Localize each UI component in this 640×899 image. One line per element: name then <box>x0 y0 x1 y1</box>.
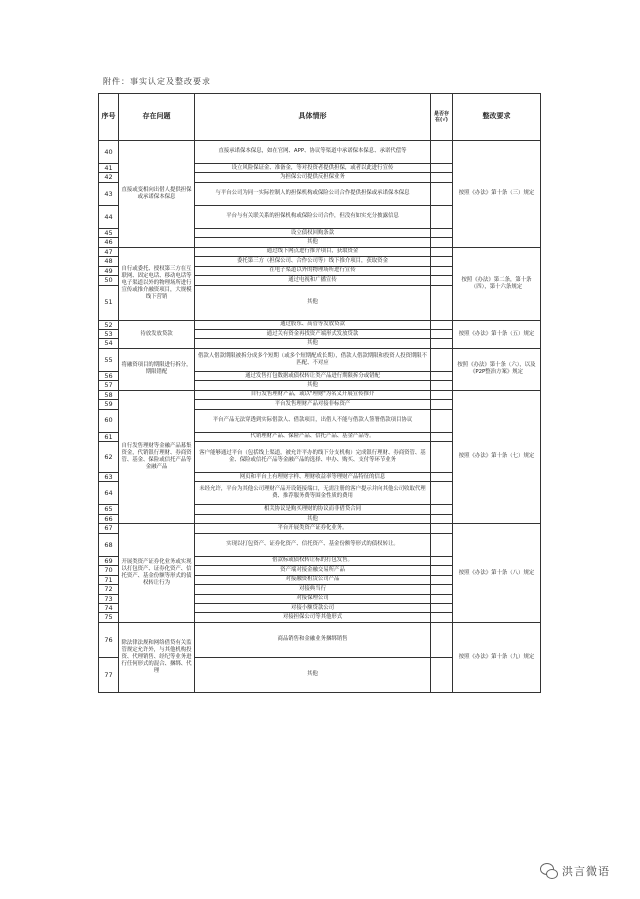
issue-cell: 待放发放贷款 <box>119 320 195 348</box>
detail-cell: 对接保理公司 <box>195 594 431 603</box>
row-number: 57 <box>99 381 119 390</box>
exists-cell[interactable] <box>431 556 453 565</box>
detail-cell: 通过线下网点进行推介项目，获取资金 <box>195 247 431 256</box>
detail-cell: 平台与有关联关系的担保机构或保险公司合作，但没有如实充分披露信息 <box>195 205 431 228</box>
detail-cell: 与平台公司为同一实际控制人的担保机构或保险公司合作提供担保或承诺保本保息 <box>195 182 431 205</box>
row-number: 52 <box>99 320 119 329</box>
requirement-cell: 按照《办法》第十条（六），以及《P2P整治方案》规定 <box>453 348 541 390</box>
exists-cell[interactable] <box>431 348 453 371</box>
detail-cell: 通过发售打包数据或债权转让类产品进行期限拆分或错配 <box>195 371 431 380</box>
row-number: 69 <box>99 556 119 565</box>
row-number: 64 <box>99 482 119 505</box>
exists-cell[interactable] <box>431 164 453 173</box>
exists-cell[interactable] <box>431 400 453 409</box>
detail-cell: 对接典当行 <box>195 585 431 594</box>
row-number: 77 <box>99 657 119 692</box>
detail-cell: 网页和平台上有理财字样、理财收益率等理财产品特征的信息 <box>195 473 431 482</box>
detail-cell: 平台发售理财产品对接非标资产 <box>195 400 431 409</box>
requirement-cell: 按照《办法》第十条（三）规定 <box>453 141 541 248</box>
col-seq: 序号 <box>99 94 119 141</box>
detail-cell: 实现以打包资产、证券化资产、信托资产、基金份额等形式的债权转让。 <box>195 533 431 556</box>
row-number: 55 <box>99 348 119 371</box>
exists-cell[interactable] <box>431 613 453 622</box>
requirement-cell: 按照《办法》第十条（八）规定 <box>453 524 541 623</box>
row-number: 53 <box>99 329 119 338</box>
detail-cell: 借款人借款期限被拆分成多个短期（或多个短期配成长期），借款人借款期限和投资人投资期限不匹配、不对应 <box>195 348 431 371</box>
detail-cell: 为担保公司提供反担保业务 <box>195 173 431 182</box>
exists-cell[interactable] <box>431 566 453 575</box>
exists-cell[interactable] <box>431 442 453 473</box>
detail-cell: 借款标或债权转让标的打包发售。 <box>195 556 431 565</box>
row-number: 76 <box>99 622 119 657</box>
exists-cell[interactable] <box>431 276 453 285</box>
detail-cell: 客户能够通过平台（包括线上渠道，被允许平办的线下分支机构）完成银行理财、券商资管、基金、保险或信托产品等金融产品的选择、申办、购买、支付等环节业务 <box>195 442 431 473</box>
row-number: 67 <box>99 524 119 533</box>
row-number: 41 <box>99 164 119 173</box>
exists-cell[interactable] <box>431 173 453 182</box>
table-row <box>99 622 541 657</box>
detail-cell: 其他 <box>195 285 431 320</box>
row-number: 40 <box>99 141 119 164</box>
table-row <box>99 348 541 371</box>
detail-cell: 相关协议是购买理财的协议而非借贷合同 <box>195 505 431 514</box>
row-number: 46 <box>99 238 119 247</box>
exists-cell[interactable] <box>431 371 453 380</box>
exists-cell[interactable] <box>431 432 453 441</box>
exists-cell[interactable] <box>431 524 453 533</box>
exists-cell[interactable] <box>431 141 453 164</box>
issue-cell: 直接或变相向出借人提供担保或承诺保本保息 <box>119 141 195 248</box>
table-row <box>99 247 541 256</box>
exists-cell[interactable] <box>431 329 453 338</box>
col-issue: 存在问题 <box>119 94 195 141</box>
col-details: 具体情形 <box>195 94 431 141</box>
issue-cell: 将融资项目的期限进行拆分，期限错配 <box>119 348 195 390</box>
issue-cell: 开展类资产证券化业务或实现以打包资产、证券化资产、信托资产、基金份额等形式的债权转让行为 <box>119 524 195 623</box>
wechat-icon <box>540 862 558 880</box>
watermark-text: 洪言微语 <box>562 865 610 878</box>
row-number: 50 <box>99 276 119 285</box>
exists-cell[interactable] <box>431 575 453 584</box>
detail-cell: 商品销售和金融业务捆绑销售 <box>195 622 431 657</box>
row-number: 72 <box>99 585 119 594</box>
table-row <box>99 390 541 399</box>
row-number: 45 <box>99 228 119 237</box>
document-header: 附件：事实认定及整改要求 <box>103 77 211 86</box>
issue-cell: 除法律法规和网络借贷有关监管规定允许外，与其他机构投资、代理销售、经纪等业务进行任何形式的混合、捆绑、代理 <box>119 622 195 692</box>
row-number: 66 <box>99 514 119 523</box>
watermark <box>540 862 610 880</box>
exists-cell[interactable] <box>431 182 453 205</box>
detail-cell: 平台开展类资产证券化业务。 <box>195 524 431 533</box>
exists-cell[interactable] <box>431 320 453 329</box>
row-number: 44 <box>99 205 119 228</box>
row-number: 65 <box>99 505 119 514</box>
requirement-cell: 按照《办法》第十条（五）规定 <box>453 320 541 348</box>
detail-cell: 通过电视和广播宣传 <box>195 276 431 285</box>
detail-cell: 对接担保公司等其他形式 <box>195 613 431 622</box>
table-row <box>99 141 541 164</box>
row-number: 62 <box>99 442 119 473</box>
issue-cell: 自行发售理财等金融产品募集资金，代销银行理财、券商资管、基金、保险或信托产品等金融产品 <box>119 390 195 524</box>
row-number: 70 <box>99 566 119 575</box>
detail-cell: 其他 <box>195 514 431 523</box>
row-number: 75 <box>99 613 119 622</box>
detail-cell: 其他 <box>195 339 431 348</box>
table-row <box>99 524 541 533</box>
exists-cell[interactable] <box>431 594 453 603</box>
exists-cell[interactable] <box>431 381 453 390</box>
detail-cell: 资产端对接金融交易所产品 <box>195 566 431 575</box>
exists-cell[interactable] <box>431 285 453 320</box>
detail-cell: 委托第三方（担保公司、合作公司等）线下推介项目，获取资金 <box>195 257 431 266</box>
exists-cell[interactable] <box>431 657 453 692</box>
exists-cell[interactable] <box>431 257 453 266</box>
exists-cell[interactable] <box>431 390 453 399</box>
detail-cell: 通过关有资金再找资产端形式发放贷款 <box>195 329 431 338</box>
detail-cell: 平台产品无法穿透到实际借款人、借款项目，出借人不能与借款人签署借款项目协议 <box>195 409 431 432</box>
requirement-cell: 按照《办法》第十条（九）规定 <box>453 622 541 692</box>
detail-cell: 在电子渠道以外的物理场所进行宣传 <box>195 266 431 275</box>
row-number: 43 <box>99 182 119 205</box>
exists-cell[interactable] <box>431 205 453 228</box>
row-number: 61 <box>99 432 119 441</box>
row-number: 42 <box>99 173 119 182</box>
exists-cell[interactable] <box>431 473 453 482</box>
row-number: 54 <box>99 339 119 348</box>
detail-cell: 其他 <box>195 238 431 247</box>
exists-cell[interactable] <box>431 603 453 612</box>
exists-cell[interactable] <box>431 622 453 657</box>
detail-cell: 其他 <box>195 657 431 692</box>
detail-cell: 对接融资租赁公司产品 <box>195 575 431 584</box>
exists-cell[interactable] <box>431 533 453 556</box>
exists-cell[interactable] <box>431 266 453 275</box>
detail-cell: 未经允许，平台为其他公司理财产品开设链接端口，无需注册的客户提示并向其他公司收取代理费、推荐服务费等围金性质的费用 <box>195 482 431 505</box>
table-header-row <box>99 94 541 141</box>
row-number: 59 <box>99 400 119 409</box>
exists-cell[interactable] <box>431 247 453 256</box>
col-requirement: 整改要求 <box>453 94 541 141</box>
exists-cell[interactable] <box>431 514 453 523</box>
row-number: 60 <box>99 409 119 432</box>
exists-cell[interactable] <box>431 238 453 247</box>
exists-cell[interactable] <box>431 585 453 594</box>
table-row <box>99 320 541 329</box>
row-number: 74 <box>99 603 119 612</box>
row-number: 63 <box>99 473 119 482</box>
exists-cell[interactable] <box>431 339 453 348</box>
detail-cell: 对接小额贷款公司 <box>195 603 431 612</box>
detail-cell: 通过股东、高管等发放贷款 <box>195 320 431 329</box>
requirement-cell: 按照《办法》第十条（七）规定 <box>453 390 541 524</box>
detail-cell: 设立债权回购条款 <box>195 228 431 237</box>
row-number: 51 <box>99 285 119 320</box>
col-exists: 是否存在(√) <box>431 94 453 141</box>
detail-cell: 代销理财产品、保险产品、信托产品、基金产品等。 <box>195 432 431 441</box>
exists-cell[interactable] <box>431 505 453 514</box>
row-number: 47 <box>99 247 119 256</box>
exists-cell[interactable] <box>431 409 453 432</box>
detail-cell: 直接承诺保本保息，如在官网、APP、协议等渠道中承诺保本保息、承诺代偿等 <box>195 141 431 164</box>
requirement-cell: 按照《办法》第二条，第十条（四），第十六条规定 <box>453 247 541 320</box>
row-number: 56 <box>99 371 119 380</box>
rectification-table <box>98 93 541 693</box>
detail-cell: 其他 <box>195 381 431 390</box>
row-number: 73 <box>99 594 119 603</box>
row-number: 68 <box>99 533 119 556</box>
row-number: 71 <box>99 575 119 584</box>
detail-cell: 设立风险保证金、准备金，等对投资者提供担保，或者以此进行宣传 <box>195 164 431 173</box>
row-number: 58 <box>99 390 119 399</box>
exists-cell[interactable] <box>431 228 453 237</box>
exists-cell[interactable] <box>431 482 453 505</box>
detail-cell: 自行发售理财产品，或以"理财"为名义开展宣传推介 <box>195 390 431 399</box>
row-number: 49 <box>99 266 119 275</box>
issue-cell: 自行或委托、授权第三方在互联网、固定电话、移动电话等电子渠道以外的物理场所进行宣传或推介融资项目，大规模线下营销 <box>119 247 195 320</box>
row-number: 48 <box>99 257 119 266</box>
